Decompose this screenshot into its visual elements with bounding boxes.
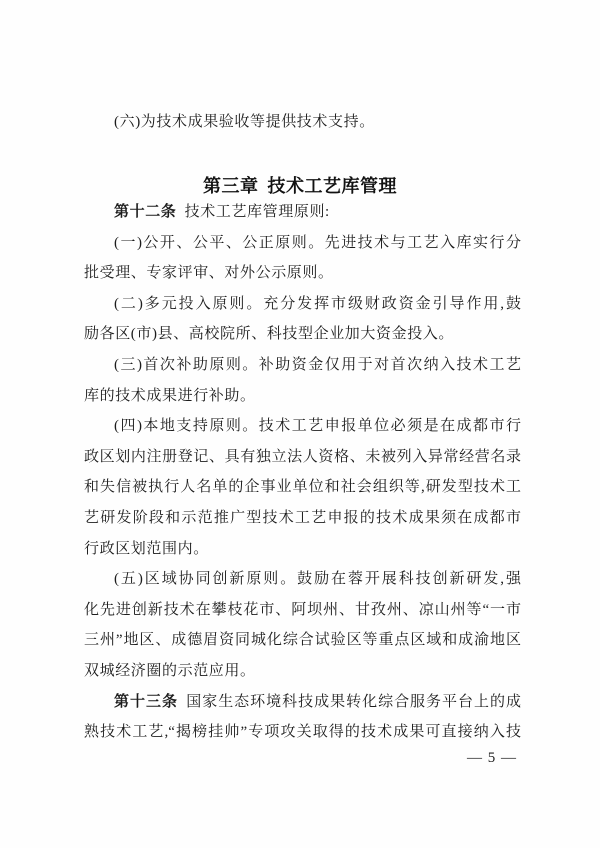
article-12-title: 技术工艺库管理原则: [184,204,330,220]
chapter-title: 技术工艺库管理 [267,176,397,196]
article-13-line-1: 国家生态环境科技成果转化综合服务平台上的成 [186,693,521,710]
item-5-line-2: 化先进创新技术在攀枝花市、阿坝州、甘孜州、凉山州等“一市 [84,601,521,618]
item-4-line-1: (四)本地支持原则。技术工艺申报单位必须是在成都市行 [114,418,521,435]
item-4-line-2: 政区划内注册登记、具有独立法人资格、未被列入异常经营名录 [84,448,521,465]
item-1-line-1: (一)公开、公平、公正原则。先进技术与工艺入库实行分 [114,234,521,251]
item-5-line-4: 双城经济圈的示范应用。 [84,662,256,679]
chapter-number: 第三章 [203,176,259,196]
article-13-number: 第十三条 [114,693,178,710]
item-2-line-2: 励各区(市)县、高校院所、科技型企业加大资金投入。 [84,326,454,343]
item-5-line-1: (五)区域协同创新原则。鼓励在蓉开展科技创新研发,强 [114,571,521,588]
item-5-line-3: 三州”地区、成德眉资同城化综合试验区等重点区域和成渝地区 [84,632,521,649]
article-12-heading [84,197,521,228]
article-12-number: 第十二条 [114,204,177,220]
clause-six-line: (六)为技术成果验收等提供技术支持。 [114,114,375,130]
article-13-line-2: 熟技术工艺,“揭榜挂帅”专项攻关取得的技术成果可直接纳入技 [84,724,521,741]
item-4-line-5: 行政区划范围内。 [84,540,209,557]
chapter-heading [0,172,600,198]
article-13-opening [84,687,521,718]
item-3-line-1: (三)首次补助原则。补助资金仅用于对首次纳入技术工艺 [114,356,521,373]
item-3-line-2: 库的技术成果进行补助。 [84,387,256,404]
item-4-line-4: 艺研发阶段和示范推广型技术工艺申报的技术成果须在成都市 [84,509,521,526]
page-number: — 5 — [467,750,517,766]
item-2-line-1: (二)多元投入原则。充分发挥市级财政资金引导作用,鼓 [114,295,521,312]
item-1-line-2: 批受理、专家评审、对外公示原则。 [84,265,334,282]
document-body [84,197,521,748]
item-4-line-3: 和失信被执行人名单的企事业单位和社会组织等,研发型技术工 [84,479,521,496]
